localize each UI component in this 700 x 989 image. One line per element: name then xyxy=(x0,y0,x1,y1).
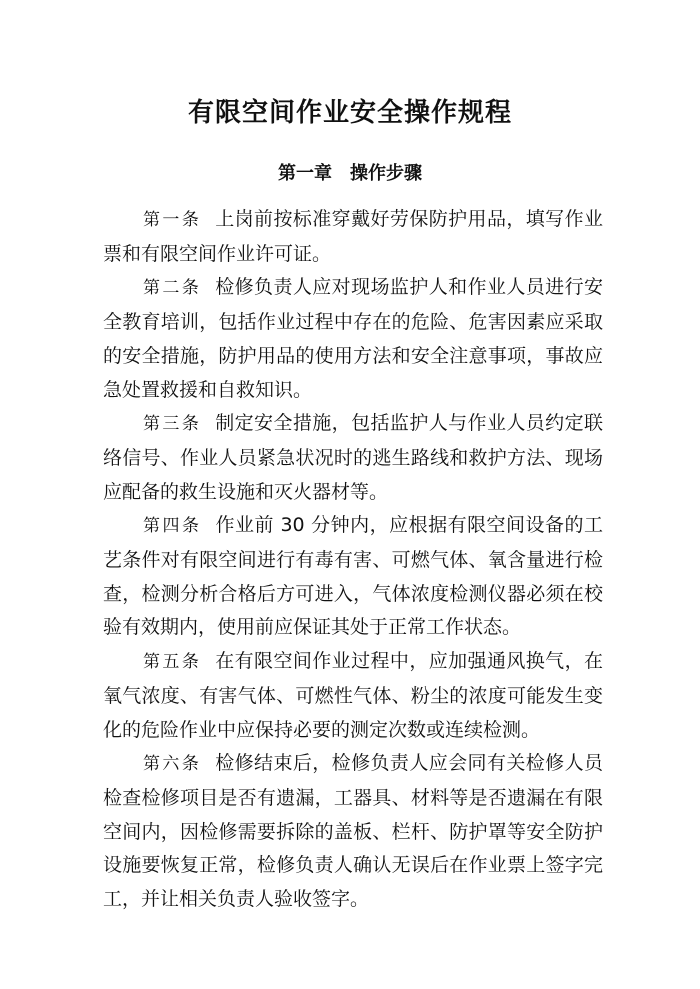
article-1 xyxy=(103,203,603,271)
article-3 xyxy=(103,407,603,509)
article-number: 第一条 xyxy=(143,210,202,230)
article-5 xyxy=(103,645,603,747)
article-text: 作业前 30 分钟内，应根据有限空间设备的工艺条件对有限空间进行有毒有害、可燃气体、氧含量进行检查，检测分析合格后方可进入，气体浓度检测仪器必须在校验有效期内，使用前应保证其处于正常工作状态。 xyxy=(103,514,603,639)
article-4 xyxy=(103,509,603,645)
document-title: 有限空间作业安全操作规程 xyxy=(187,98,512,128)
article-2 xyxy=(103,271,603,407)
article-number: 第二条 xyxy=(143,278,202,299)
article-6 xyxy=(103,747,603,917)
article-text: 制定安全措施，包括监护人与作业人员约定联络信号、作业人员紧急状况时的逃生路线和救护方法、现场应配备的救生设施和灭火器材等。 xyxy=(103,412,603,503)
article-number: 第五条 xyxy=(143,652,202,673)
article-number: 第四条 xyxy=(143,516,202,537)
article-number: 第六条 xyxy=(143,754,202,775)
article-text: 上岗前按标准穿戴好劳保防护用品，填写作业票和有限空间作业许可证。 xyxy=(103,208,603,265)
article-text: 检修结束后，检修负责人应会同有关检修人员检查检修项目是否有遗漏，工器具、材料等是否遗漏在有限空间内，因检修需要拆除的盖板、栏杆、防护罩等安全防护设施要恢复正常，检修负责人确认无误后在作业票上签字完工，并让相关负责人验收签字。 xyxy=(103,752,603,911)
article-list xyxy=(103,203,603,917)
chapter-title: 第一章 操作步骤 xyxy=(278,163,422,184)
article-text: 检修负责人应对现场监护人和作业人员进行安全教育培训，包括作业过程中存在的危险、危害因素应采取的安全措施，防护用品的使用方法和安全注意事项，事故应急处置救援和自救知识。 xyxy=(103,276,603,401)
article-text: 在有限空间作业过程中，应加强通风换气，在氧气浓度、有害气体、可燃性气体、粉尘的浓度可能发生变化的危险作业中应保持必要的测定次数或连续检测。 xyxy=(103,650,603,741)
article-number: 第三条 xyxy=(143,414,202,435)
